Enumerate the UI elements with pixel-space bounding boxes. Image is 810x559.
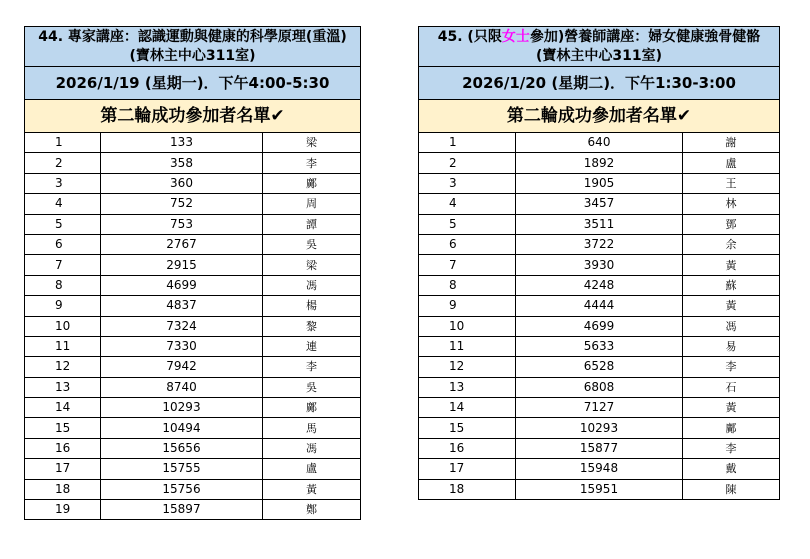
row-number: 5 [419,214,516,234]
participant-surname: 楊 [263,296,361,316]
participant-id: 15948 [516,459,683,479]
participant-id: 5633 [516,336,683,356]
session-44-table [24,26,361,520]
session-44-participant-list [24,132,361,520]
row-number: 9 [25,296,101,316]
row-number: 1 [25,133,101,153]
session-44-banner: 第二輪成功參加者名單✔ [24,99,361,132]
table-row [25,357,361,377]
table-row [25,418,361,438]
row-number: 3 [25,173,101,193]
table-row [25,336,361,356]
row-number: 19 [25,500,101,520]
participant-surname: 易 [683,336,780,356]
session-45-title-prefix: 45. (只限 [437,29,502,45]
row-number: 14 [419,398,516,418]
table-row [25,194,361,214]
session-45-participant-list [418,132,780,500]
participant-id: 640 [516,133,683,153]
participant-surname: 黃 [683,255,780,275]
row-number: 11 [419,336,516,356]
participant-id: 1892 [516,153,683,173]
table-row [419,275,780,295]
participant-id: 7330 [101,336,263,356]
participant-surname: 李 [263,357,361,377]
participant-surname: 盧 [263,459,361,479]
participant-id: 3457 [516,194,683,214]
session-45-title-highlight: 女士 [501,29,530,45]
participant-id: 3722 [516,234,683,254]
participant-surname: 鄧 [683,214,780,234]
table-row [419,214,780,234]
session-45-table [418,26,780,500]
participant-surname: 梁 [263,255,361,275]
participant-surname: 連 [263,336,361,356]
participant-surname: 盧 [683,153,780,173]
table-row [419,418,780,438]
participant-surname: 余 [683,234,780,254]
row-number: 1 [419,133,516,153]
table-row [419,459,780,479]
session-45-banner: 第二輪成功參加者名單✔ [418,99,780,132]
participant-id: 15877 [516,438,683,458]
table-row [25,234,361,254]
participant-id: 15897 [101,500,263,520]
participant-id: 358 [101,153,263,173]
row-number: 6 [25,234,101,254]
participant-surname: 謝 [683,133,780,153]
participant-id: 10494 [101,418,263,438]
participant-id: 15951 [516,479,683,499]
session-44-datetime: 2026/1/19 (星期一)．下午4:00-5:30 [24,66,361,99]
row-number: 16 [25,438,101,458]
row-number: 18 [419,479,516,499]
participant-id: 4699 [101,275,263,295]
table-row [419,336,780,356]
participant-id: 1905 [516,173,683,193]
table-row [25,214,361,234]
participant-surname: 王 [683,173,780,193]
table-row [419,173,780,193]
participant-surname: 黃 [263,479,361,499]
row-number: 9 [419,296,516,316]
participant-id: 2915 [101,255,263,275]
row-number: 3 [419,173,516,193]
participant-id: 4248 [516,275,683,295]
row-number: 4 [419,194,516,214]
row-number: 8 [25,275,101,295]
session-44-title-line2: (寶林主中心311室) [129,48,256,64]
session-45-title-line1 [419,28,779,47]
table-row [419,479,780,499]
participant-id: 7324 [101,316,263,336]
table-row [419,377,780,397]
row-number: 16 [419,438,516,458]
participant-id: 360 [101,173,263,193]
participant-surname: 戴 [683,459,780,479]
row-number: 12 [419,357,516,377]
table-row [419,234,780,254]
participant-surname: 黃 [683,398,780,418]
participant-id: 752 [101,194,263,214]
table-row [25,296,361,316]
participant-id: 10293 [101,398,263,418]
participant-id: 4444 [516,296,683,316]
table-row [419,296,780,316]
participant-surname: 李 [683,357,780,377]
participant-id: 7942 [101,357,263,377]
table-row [25,479,361,499]
row-number: 17 [25,459,101,479]
row-number: 13 [25,377,101,397]
participant-id: 4837 [101,296,263,316]
row-number: 2 [419,153,516,173]
table-row [25,438,361,458]
participant-id: 15756 [101,479,263,499]
row-number: 17 [419,459,516,479]
session-44-title [24,26,361,66]
table-row [25,255,361,275]
table-row [25,377,361,397]
session-45-title-suffix: 參加)營養師講座：婦女健康強骨健骼 [529,29,761,45]
table-row [419,316,780,336]
row-number: 13 [419,377,516,397]
table-row [25,500,361,520]
session-45-title-line2: (寶林主中心311室) [535,48,663,64]
participant-id: 133 [101,133,263,153]
participant-id: 15755 [101,459,263,479]
row-number: 5 [25,214,101,234]
participant-surname: 李 [683,438,780,458]
participant-id: 3511 [516,214,683,234]
participant-surname: 譚 [263,214,361,234]
row-number: 8 [419,275,516,295]
row-number: 7 [25,255,101,275]
table-row [419,133,780,153]
participant-surname: 鄭 [263,500,361,520]
participant-id: 15656 [101,438,263,458]
participant-surname: 鄺 [683,418,780,438]
participant-id: 10293 [516,418,683,438]
table-row [419,255,780,275]
participant-surname: 吳 [263,377,361,397]
table-row [419,357,780,377]
row-number: 15 [25,418,101,438]
participant-surname: 馮 [263,275,361,295]
participant-surname: 吳 [263,234,361,254]
participant-id: 753 [101,214,263,234]
table-row [419,153,780,173]
participant-surname: 馬 [263,418,361,438]
session-44-title-line1: 44. 專家講座：認識運動與健康的科學原理(重溫) [38,29,347,45]
table-row [419,194,780,214]
participant-id: 6808 [516,377,683,397]
participant-surname: 鄺 [263,173,361,193]
session-45-title [418,26,780,66]
row-number: 7 [419,255,516,275]
participant-surname: 黃 [683,296,780,316]
participant-id: 2767 [101,234,263,254]
row-number: 14 [25,398,101,418]
table-row [25,275,361,295]
participant-surname: 蘇 [683,275,780,295]
row-number: 11 [25,336,101,356]
row-number: 12 [25,357,101,377]
participant-surname: 鄺 [263,398,361,418]
participant-id: 3930 [516,255,683,275]
row-number: 18 [25,479,101,499]
participant-surname: 陳 [683,479,780,499]
participant-surname: 林 [683,194,780,214]
table-row [25,316,361,336]
table-row [25,173,361,193]
row-number: 10 [25,316,101,336]
table-row [25,398,361,418]
participant-surname: 馮 [683,316,780,336]
session-45-datetime: 2026/1/20 (星期二)．下午1:30-3:00 [418,66,780,99]
row-number: 2 [25,153,101,173]
participant-id: 7127 [516,398,683,418]
row-number: 10 [419,316,516,336]
participant-surname: 周 [263,194,361,214]
participant-surname: 李 [263,153,361,173]
row-number: 6 [419,234,516,254]
participant-id: 6528 [516,357,683,377]
table-row [25,153,361,173]
participant-id: 4699 [516,316,683,336]
table-row [25,459,361,479]
participant-surname: 石 [683,377,780,397]
table-row [419,398,780,418]
row-number: 15 [419,418,516,438]
participant-surname: 馮 [263,438,361,458]
table-row [25,133,361,153]
table-row [419,438,780,458]
row-number: 4 [25,194,101,214]
participant-surname: 黎 [263,316,361,336]
participant-id: 8740 [101,377,263,397]
participant-surname: 梁 [263,133,361,153]
